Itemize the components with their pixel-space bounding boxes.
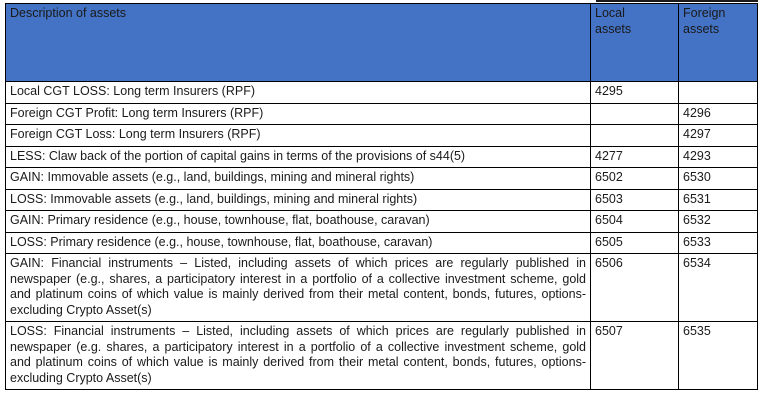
column-header-local-assets-line2: assets	[595, 21, 632, 36]
cell-description: LOSS: Immovable assets (e.g., land, buildings, mining and mineral rights)	[6, 189, 591, 211]
table-row	[6, 211, 758, 233]
cell-foreign-assets-code: 6531	[679, 189, 758, 211]
cell-description: GAIN: Immovable assets (e.g., land, buildings, mining and mineral rights)	[6, 168, 591, 190]
column-header-foreign-assets-line2: assets	[683, 21, 720, 36]
cell-foreign-assets-code: 4293	[679, 146, 758, 168]
cell-foreign-assets-code: 6530	[679, 168, 758, 190]
cell-description: LOSS: Financial instruments – Listed, including assets of which prices are regularly published in newspaper (e.g. shares, a participatory interest in a portfolio of a collective investment scheme, gold and platinum coins of which value is mainly derived from their metal content, bonds, futures, options-excluding Crypto Asset(s)	[6, 322, 591, 390]
cell-local-assets-code	[591, 125, 679, 147]
cell-description: LESS: Claw back of the portion of capital gains in terms of the provisions of s44(5)	[6, 146, 591, 168]
column-header-local-assets-line1: Local	[595, 6, 625, 20]
cell-local-assets-code	[591, 103, 679, 125]
cell-description: GAIN: Financial instruments – Listed, including assets of which prices are regularly published in newspaper (e.g., shares, a participatory interest in a portfolio of a collective investment scheme, gold and platinum coins of which value is mainly derived from their metal content, bonds, futures, options-excluding Crypto Asset(s)	[6, 254, 591, 322]
table-row	[6, 146, 758, 168]
column-header-local-assets	[591, 4, 679, 82]
cell-description: GAIN: Primary residence (e.g., house, townhouse, flat, boathouse, caravan)	[6, 211, 591, 233]
table-header	[6, 4, 758, 82]
page-top-rule	[596, 0, 758, 2]
column-header-foreign-assets-line1: Foreign	[683, 6, 726, 20]
cell-description: Foreign CGT Profit: Long term Insurers (RPF)	[6, 103, 591, 125]
table-row	[6, 125, 758, 147]
cell-local-assets-code: 4277	[591, 146, 679, 168]
cell-local-assets-code: 6503	[591, 189, 679, 211]
capital-gains-asset-table	[5, 3, 758, 390]
table-row	[6, 254, 758, 322]
cell-local-assets-code: 6505	[591, 232, 679, 254]
cell-local-assets-code: 4295	[591, 82, 679, 104]
cell-description: LOSS: Primary residence (e.g., house, townhouse, flat, boathouse, caravan)	[6, 232, 591, 254]
table-header-row	[6, 4, 758, 82]
cell-foreign-assets-code: 6535	[679, 322, 758, 390]
column-header-description	[6, 4, 591, 82]
cell-foreign-assets-code: 6532	[679, 211, 758, 233]
cell-description: Foreign CGT Loss: Long term Insurers (RPF)	[6, 125, 591, 147]
cell-local-assets-code: 6504	[591, 211, 679, 233]
table-row	[6, 82, 758, 104]
table-row	[6, 322, 758, 390]
cell-description: Local CGT LOSS: Long term Insurers (RPF)	[6, 82, 591, 104]
cell-foreign-assets-code: 4296	[679, 103, 758, 125]
cell-local-assets-code: 6502	[591, 168, 679, 190]
cell-foreign-assets-code: 6533	[679, 232, 758, 254]
column-header-foreign-assets	[679, 4, 758, 82]
cell-local-assets-code: 6507	[591, 322, 679, 390]
cell-foreign-assets-code: 4297	[679, 125, 758, 147]
cell-foreign-assets-code: 6534	[679, 254, 758, 322]
table-row	[6, 103, 758, 125]
table-row	[6, 232, 758, 254]
cell-local-assets-code: 6506	[591, 254, 679, 322]
cell-foreign-assets-code	[679, 82, 758, 104]
table-body	[6, 82, 758, 390]
table-row	[6, 168, 758, 190]
table-row	[6, 189, 758, 211]
column-header-description-label: Description of assets	[10, 6, 127, 20]
